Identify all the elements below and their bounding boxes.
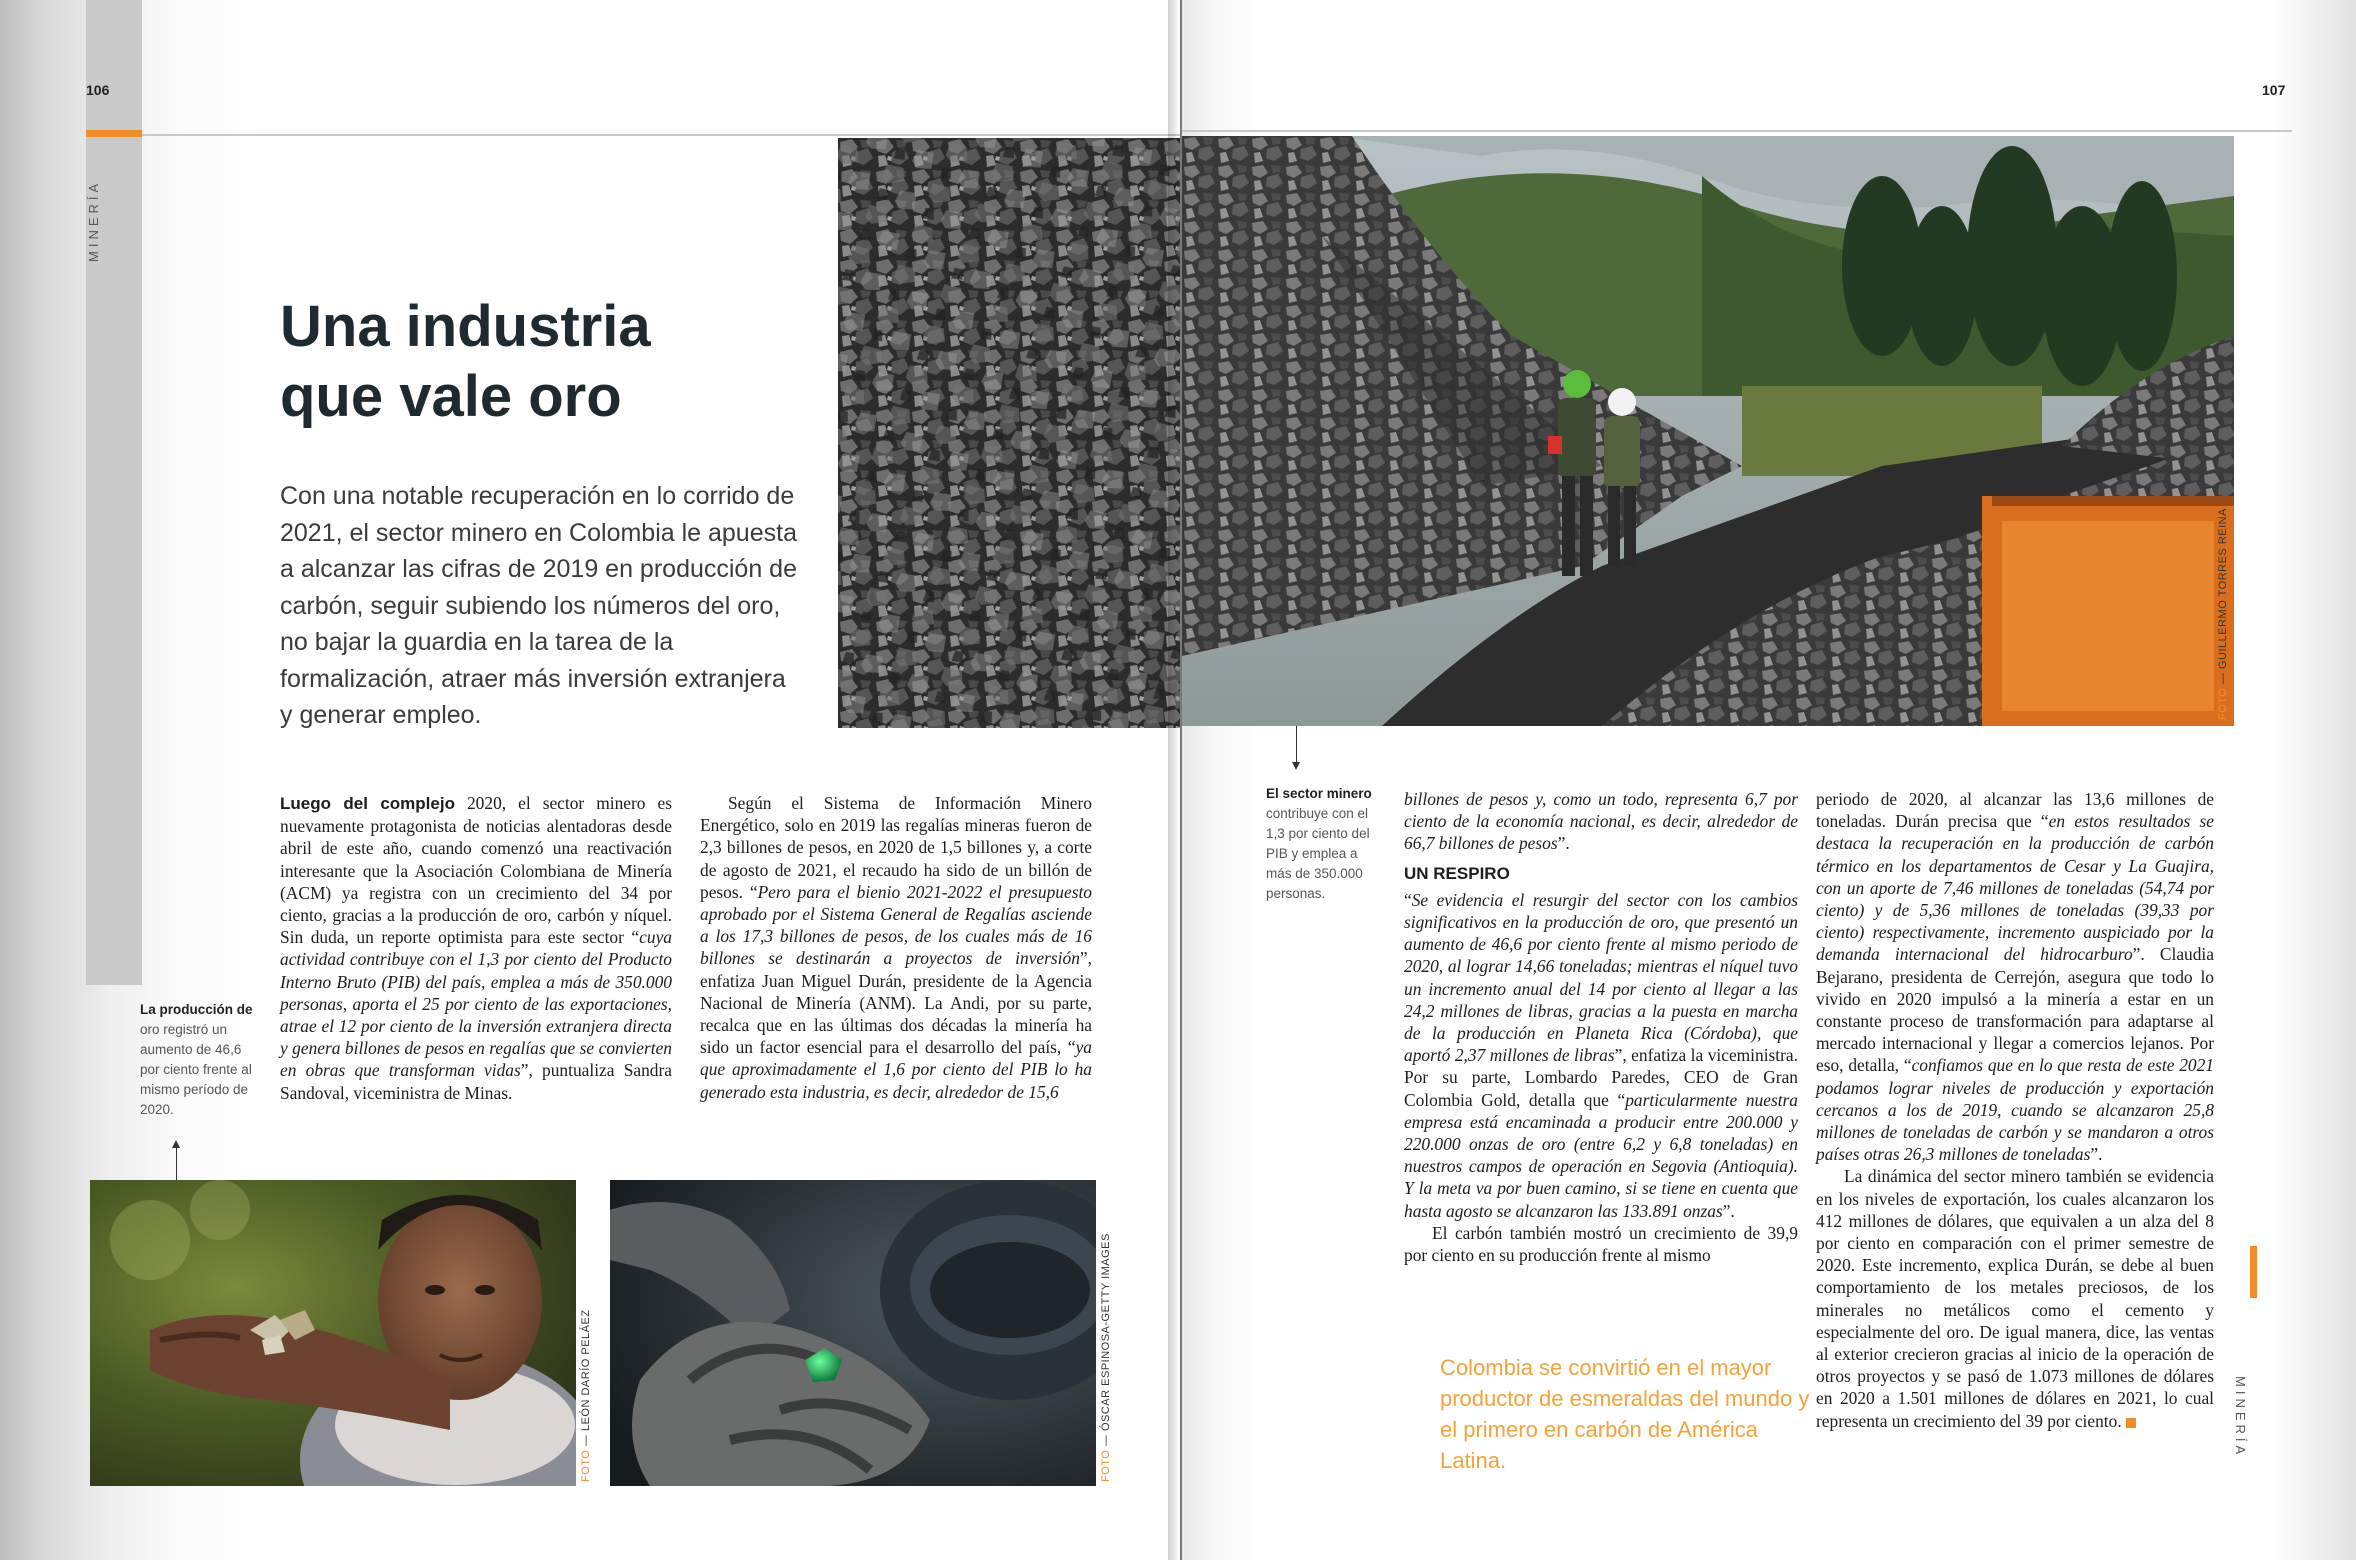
page-number-left: 106 (86, 82, 110, 98)
body-text: La dinámica del sector minero también se evidencia en los niveles de exportación, los cuales alcanzaron los 412 millones de dólares, que equivalen a un alza del 8 por ciento en comparación con el primer semestre de 2020. Este incremento, explica Durán, se debe al buen comportamiento de los metales preciosos, de los minerales no metálicos como el cemento y especialmente del oro. De igual manera, dice, las ventas al exterior crecieron gracias al inicio de la operación de otros proyectos y se pasó de 1.073 millones de dólares en 2020 a 1.501 millones de dólares en 2021, lo cual representa un crecimiento del 39 por ciento. (1816, 1166, 2214, 1431)
body-quote: en estos resultados se destaca la recuperación en la producción de carbón térmico en los departamentos de Cesar y La Guajira, con un aporte de 7,46 millones de toneladas (54,74 por ciento) y de 5,36 millones de toneladas (39,33 por ciento) respectivamente, incremento auspiciado por la demanda internacional del hidrocarburo (1816, 811, 2214, 965)
body-text: ”, enfatiza la viceministra. Por su parte, Lombardo Paredes, CEO de Gran Colombia Gold, detalla que “ (1404, 1045, 1799, 1110)
headline-line-1: Una industria (280, 294, 651, 359)
body-text: ”. Claudia Bejarano, presidenta de Cerrejón, asegura que todo lo vivido en 2020 impulsó a la minería a estar en un constante proceso de transformación para adaptarse al mercado internacional y llegar a comercios lejanos. Por eso, detalla, “ (1816, 944, 2214, 1076)
body-text: El carbón también mostró un crecimiento de 39,9 por ciento en su producción frente al mismo (1404, 1222, 1798, 1266)
coal-mine-site-photo (1182, 136, 2234, 726)
accent-bar-right (2250, 1246, 2257, 1298)
body-quote: billones de pesos y, como un todo, representa 6,7 por ciento de la economía nacional, es decir, alrededor de 66,7 billones de pesos (1404, 789, 1798, 854)
caption-pointer-arrow (1292, 762, 1300, 770)
subheading-un-respiro: UN RESPIRO (1404, 863, 1510, 883)
caption-text: oro registró un aumento de 46,6 por ciento frente al mismo período de 2020. (140, 1022, 252, 1117)
end-mark-icon (2126, 1418, 2136, 1428)
article-headline (280, 292, 800, 432)
body-quote: particularmente nuestra empresa está encaminada a producir entre 200.000 y 220.000 onzas de oro (entre 6,2 y 6,8 toneladas) en nuestros campos de operación en Segovia (Antioquia). Y la meta va por buen camino, si se tiene en cuenta que hasta agosto se alcanzaron las 133.891 onzas (1404, 1089, 1799, 1221)
left-margin-band (86, 0, 142, 985)
coal-texture-image (838, 138, 1180, 728)
photo-caption-gold (140, 1000, 260, 1120)
top-rule-right (1182, 130, 2292, 132)
top-rule-left (142, 134, 1180, 136)
body-lead-in: Luego del complejo (280, 794, 455, 813)
headline-line-2: que vale oro (280, 364, 622, 429)
caption-text: contribuye con el 1,3 por ciento del PIB y emplea a más de 350.000 personas. (1266, 806, 1370, 901)
body-text: Según el Sistema de Información Minero Energético, solo en 2019 las regalías mineras fueron de 2,3 billones de pesos, en 2020 de 1,5 billones y, a corte de agosto de 2021, el recaudo ha sido de un billón de pesos. “ (700, 793, 1092, 902)
section-label-right: MINERÍA (2233, 1376, 2248, 1459)
section-label-left: MINERÍA (86, 179, 101, 262)
photo-credit-2: FOTO — ÓSCAR ESPINOSA-GETTY IMAGES (1100, 1233, 1112, 1482)
pull-quote: Colombia se convirtió en el mayor productor de esmeraldas del mundo y el primero en carbón de América Latina. (1440, 1355, 1810, 1473)
mine-workers-image (1182, 136, 2234, 726)
body-column-4: periodo de 2020, al alcanzar las 13,6 millones de toneladas. Durán precisa que “en estos resultados se destaca la recuperación en la producción de carbón térmico en los departamentos de Cesar y La Guajira, con un aporte de 7,46 millones de toneladas (54,74 por ciento) y de 5,36 millones de toneladas (39,33 por ciento) respectivamente, incremento auspiciado por la demanda internacional del hidrocarburo”. Claudia Bejarano, presidenta de Cerrejón, asegura que todo lo vivido en 2020 impulsó a la minería a estar en un constante proceso de transformación para adaptarse al mercado internacional y llegar a comercios lejanos. Por eso, detalla, “confiamos que en lo que resta de este 2021 podamos lograr niveles de producción y exportación cercanos a los de 2019, cuando se alcanzaron 25,8 millones de toneladas de carbón y se mandaron a otros países otras 26,3 millones de toneladas”. La dinámica del sector minero también se evidencia en los niveles de exportación, los cuales alcanzaron los 412 millones de dólares, que equivalen a un alza del 8 por ciento en comparación con el primer semestre de 2020. Este incremento, explica Durán, se debe al buen comportamiento de los metales preciosos, de los minerales no metálicos como el cemento y especialmente del oro. De igual manera, dice, las ventas al exterior crecieron gracias al inicio de la operación de otros proyectos y se pasó de 1.073 millones de dólares en 2020 a 1.501 millones de dólares en 2021, lo cual representa un crecimiento del 39 por ciento. (1816, 789, 2214, 1431)
photo-credit-right: FOTO — GUILLERMO TORRES REINA (2217, 508, 2229, 720)
body-quote: Se evidencia el resurgir del sector con los cambios significativos en la producción de oro, que presentó un aumento de 46,6 por ciento frente al mismo periodo de 2020, al lograr 14,66 toneladas; mientras el níquel tuvo un incremento anual del 14 por ciento al llegar a las 24,2 millones de libras, gracias a la puesta en marcha de la producción en Planeta Rica (Córdoba), que aportó 2,37 millones de libras (1404, 889, 1798, 1066)
body-quote: ya que aproximadamente el 1,6 por ciento del PIB lo ha generado esta industria, es decir, alrededor de 15,6 (700, 1037, 1092, 1102)
body-quote: confiamos que en lo que resta de este 2021 podamos lograr niveles de producción y exportación cercanos a los de 2019, cuando se alcanzaron 25,8 millones de toneladas de carbón y se mandaron a otros países otras 26,3 millones de toneladas (1816, 1055, 2214, 1165)
body-column-3: billones de pesos y, como un todo, representa 6,7 por ciento de la economía nacional, es decir, alrededor de 66,7 billones de pesos”. UN RESPIRO “Se evidencia el resurgir del sector con los cambios significativos en la producción de oro, que presentó un aumento de 46,6 por ciento frente al mismo periodo de 2020, al lograr 14,66 toneladas; mientras el níquel tuvo un incremento anual del 14 por ciento al llegar a las 24,2 millones de libras, gracias a la puesta en marcha de la producción en Planeta Rica (Córdoba), que aportó 2,37 millones de libras”, enfatiza la viceministra. Por su parte, Lombardo Paredes, CEO de Gran Colombia Gold, detalla que “particularmente nuestra empresa está encaminada a producir entre 200.000 y 220.000 onzas de oro (entre 6,2 y 6,8 toneladas) en nuestros campos de operación en Segovia (Antioquia). Y la meta va por buen camino, si se tiene en cuenta que hasta agosto se alcanzaron las 133.891 onzas”. El carbón también mostró un crecimiento de 39,9 por ciento en su producción frente al mismo (1404, 789, 1799, 1266)
page-number-right: 107 (2262, 82, 2286, 98)
body-column-2 (700, 792, 1092, 1103)
coal-pile-photo (838, 138, 1180, 728)
accent-bar-left (86, 130, 142, 137)
body-text: 2020, el sector minero es nuevamente protagonista de noticias alentadoras desde abril de este año, cuando comenzó una reactivación interesante que la Asociación Colombiana de Minería (ACM) ya registra con un crecimiento del 34 por ciento, gracias a la producción de oro, carbón y níquel. Sin duda, un reporte optimista para este sector “ (280, 793, 673, 948)
emerald-miner-photo (610, 1180, 1096, 1486)
gold-nuggets-image (90, 1180, 576, 1486)
emerald-hand-image (610, 1180, 1096, 1486)
caption-pointer-line (1296, 726, 1297, 764)
body-text: ”, enfatiza Juan Miguel Durán, presidente de la Agencia Nacional de Minería (ANM). La Andi, por su parte, recalca que en las últimas dos décadas la minería ha sido un factor esencial para el desarrollo del país, “ (700, 948, 1092, 1058)
gold-miner-photo (90, 1180, 576, 1486)
body-text: ”, puntualiza Sandra Sandoval, viceministra de Minas. (280, 1060, 672, 1103)
caption-lead: La producción de (140, 1002, 253, 1017)
body-quote: cuya actividad contribuye con el 1,3 por ciento del Producto Interno Bruto (PIB) del país, emplea a más de 350.000 personas, aporta el 25 por ciento de las exportaciones, atrae el 12 por ciento de la inversión extranjera directa y genera billones de pesos en regalías que se convierten en obras que transforman vidas (280, 927, 672, 1081)
photo-caption-sector (1266, 784, 1384, 904)
right-page (1182, 0, 2356, 1560)
body-text: periodo de 2020, al alcanzar las 13,6 millones de toneladas. Durán precisa que “ (1816, 789, 2214, 832)
body-column-1 (280, 792, 672, 1104)
article-deck: Con una notable recuperación en lo corrido de 2021, el sector minero en Colombia le apuesta a alcanzar las cifras de 2019 en producción de carbón, seguir subiendo los números del oro, no bajar la guardia en la tarea de la formalización, atraer más inversión extranjera y generar empleo. (280, 482, 797, 729)
body-quote: Pero para el bienio 2021-2022 el presupuesto aprobado por el Sistema General de Regalías asciende a los 17,3 billones de pesos, de los cuales más de 16 billones se destinarán a proyectos de inversión (700, 881, 1092, 969)
photo-credit-1: FOTO — LEÓN DARÍO PELÁEZ (580, 1309, 592, 1482)
caption-lead: El sector minero (1266, 786, 1372, 801)
